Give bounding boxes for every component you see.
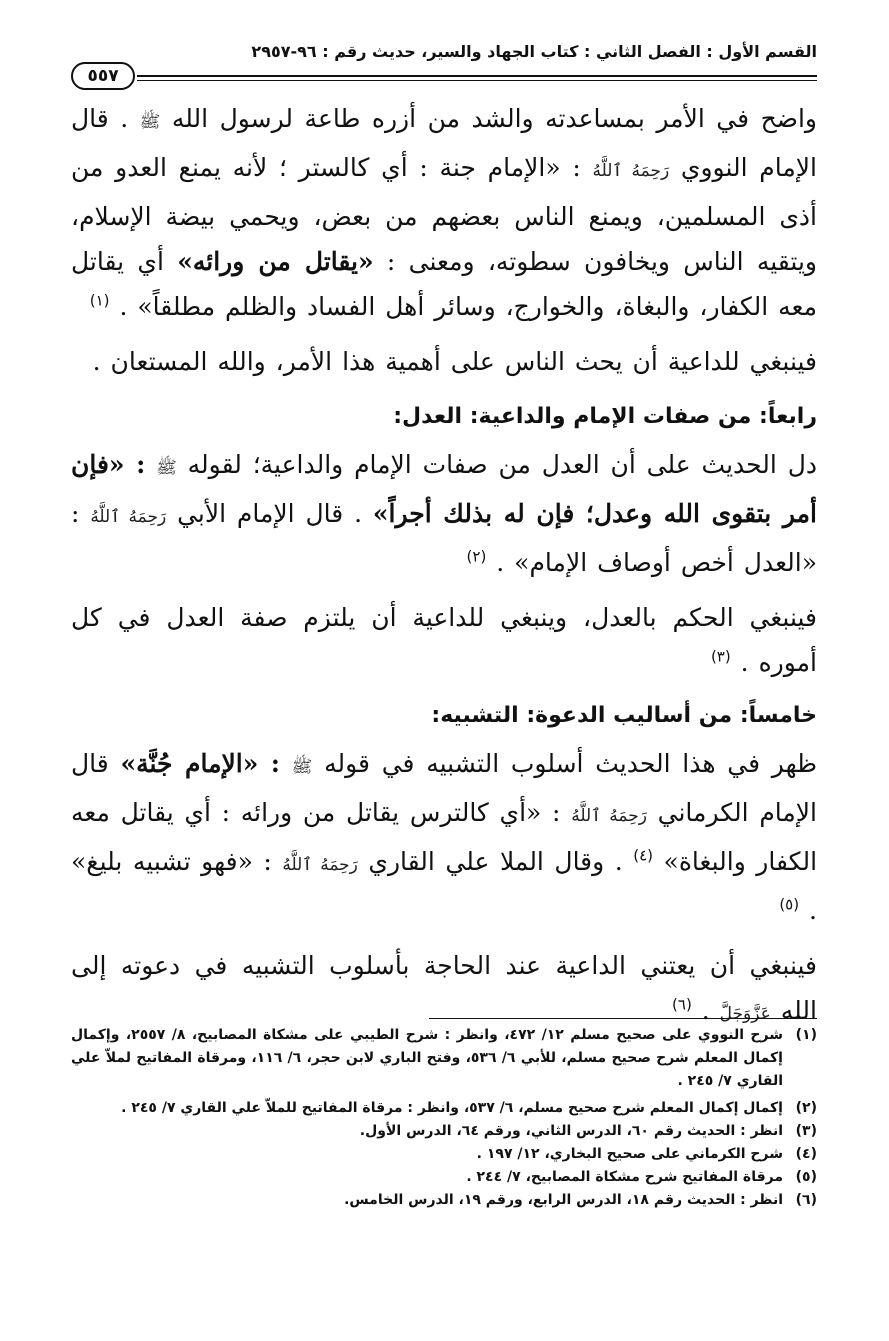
p1-text-d: أي يقاتل معه الكفار، والبغاة، والخوارج، وسائر أهل الفساد والظلم مطلقاً» . [71, 247, 817, 321]
header-rule [137, 75, 817, 77]
honorific-azza-wajal: عَزَّوَجَلَّ [719, 1004, 771, 1024]
footnote-number: (٢) [795, 1100, 817, 1116]
footnote-number: (٣) [795, 1123, 817, 1139]
p6-end: . [701, 996, 710, 1025]
p5-text-a: ظهر في هذا الحديث أسلوب التشبيه في قوله [324, 749, 818, 778]
p4-text: فينبغي الحكم بالعدل، وينبغي للداعية أن يلتزم صفة العدل في كل أموره . [71, 603, 817, 677]
p5-text-e: : «فهو تشبيه بليغ» . [71, 847, 817, 925]
honorific-saw: ﷺ [139, 112, 161, 132]
footnote-5 [71, 1166, 817, 1189]
footnotes [71, 1024, 817, 1212]
footnote-number: (٤) [795, 1146, 817, 1162]
p1-text-a: واضح في الأمر بمساعدته والشد من أزره طاعة لرسول الله [171, 104, 817, 133]
honorific-rahimahullah: رَحِمَهُ ٱللَّهُ [282, 855, 358, 875]
footnote-text: شرح النووي على صحيح مسلم ١٢/ ٤٧٢، وانظر : شرح الطيبي على مشكاة المصابيح، ٨/ ٢٥٥٧، وإكمال إكمال المعلم شرح صحيح مسلم، للأبي ٦/ ٥٣٦، وفتح الباري لابن حجر، ٦/ ١١٦، ومرقاة المفاتيح لملاّ علي القاري ٧/ ٢٤٥ . [71, 1027, 783, 1089]
paragraph-6 [71, 943, 817, 1037]
footnote-number: (٦) [795, 1192, 817, 1208]
footnote-text: انظر : الحديث رقم ١٨، الدرس الرابع، ورقم ١٩، الدرس الخامس. [344, 1192, 783, 1208]
footnote-ref-3[interactable]: (٣) [710, 647, 731, 666]
p3-quote-bold: : «فإن أمر بتقوى الله وعدل؛ فإن له بذلك أجراً» [71, 450, 817, 528]
honorific-rahimahullah: رَحِمَهُ ٱللَّهُ [571, 806, 647, 826]
section-heading-4: رابعاً: من صفات الإمام والداعية: العدل: [393, 404, 817, 429]
paragraph-4 [71, 595, 817, 685]
honorific-saw: ﷺ [291, 757, 313, 777]
p1-text-c: : «الإمام جنة : أي كالستر ؛ لأنه يمنع العدو من أذى المسلمين، ويمنع الناس بعضهم من بعض، ويحمي بيضة الإسلام، ويتقيه الناس ويخافون سطوته، ومعنى : [71, 153, 817, 276]
p5-text-b: قال الإمام الكرماني [71, 749, 818, 827]
p6-text: فينبغي أن يعتني الداعية عند الحاجة بأسلوب التشبيه في دعوته إلى الله [71, 951, 817, 1025]
section-heading-5: خامساً: من أساليب الدعوة: التشبيه: [431, 703, 817, 728]
page-number: ٥٥٧ [71, 62, 135, 90]
footnote-text: انظر : الحديث رقم ٦٠، الدرس الثاني، ورقم ٦٤، الدرس الأول. [359, 1123, 783, 1139]
main-text [71, 96, 817, 1037]
footnote-separator [429, 1018, 817, 1019]
footnote-number: (١) [795, 1027, 817, 1043]
footnote-ref-2[interactable]: (٢) [466, 547, 487, 566]
footnote-1 [71, 1024, 817, 1093]
p5-text-c: : «أي كالترس يقاتل من ورائه : أي يقاتل معه الكفار والبغاة» [71, 798, 818, 876]
footnote-ref-4[interactable]: (٤) [633, 846, 653, 865]
footnote-text: مرقاة المفاتيح شرح مشكاة المصابيح، ٧/ ٢٤٤ . [466, 1169, 783, 1185]
page-header [71, 36, 817, 90]
paragraph-1 [71, 96, 817, 329]
footnote-text: شرح الكرماني على صحيح البخاري، ١٢/ ١٩٧ . [476, 1146, 783, 1162]
header-rule-thin [137, 80, 817, 81]
p2-text: فينبغي للداعية أن يحث الناس على أهمية هذا الأمر، والله المستعان . [92, 347, 817, 376]
p3-text-b: . قال الإمام الأبي [177, 499, 363, 528]
p1-text-b: . قال الإمام النووي [71, 104, 817, 182]
p5-text-d: . وقال الملا علي القاري [368, 847, 623, 876]
footnote-text: إكمال إكمال المعلم شرح صحيح مسلم، ٦/ ٥٣٧، وانظر : مرقاة المفاتيح للملاّ علي القاري ٧/ ٢٤٥ . [121, 1100, 783, 1116]
footnote-ref-6[interactable]: (٦) [672, 995, 692, 1014]
p5-quote-bold: : «الإمام جُنَّة» [120, 749, 281, 778]
footnote-number: (٥) [795, 1169, 817, 1185]
p3-text-c: : «العدل أخص أوصاف الإمام» . [71, 499, 817, 577]
footnote-ref-5[interactable]: (٥) [779, 895, 800, 914]
paragraph-3 [71, 442, 817, 585]
footnote-ref-1[interactable]: (١) [89, 291, 110, 310]
honorific-rahimahullah: رَحِمَهُ ٱللَّهُ [90, 507, 167, 527]
honorific-rahimahullah: رَحِمَهُ ٱللَّهُ [592, 161, 670, 181]
footnote-3 [71, 1120, 817, 1143]
running-head: القسم الأول : الفصل الثاني : كتاب الجهاد والسير، حديث رقم : ٩٦-٢٩٥٧ [251, 42, 817, 61]
paragraph-2 [71, 339, 817, 384]
p1-quote-bold: «يقاتل من ورائه» [177, 247, 374, 276]
p3-text-a: دل الحديث على أن العدل من صفات الإمام والداعية؛ لقوله [187, 450, 818, 479]
footnote-6 [71, 1189, 817, 1212]
footnote-2 [71, 1097, 817, 1120]
footnote-4 [71, 1143, 817, 1166]
honorific-saw: ﷺ [156, 458, 177, 478]
paragraph-5 [71, 741, 817, 933]
